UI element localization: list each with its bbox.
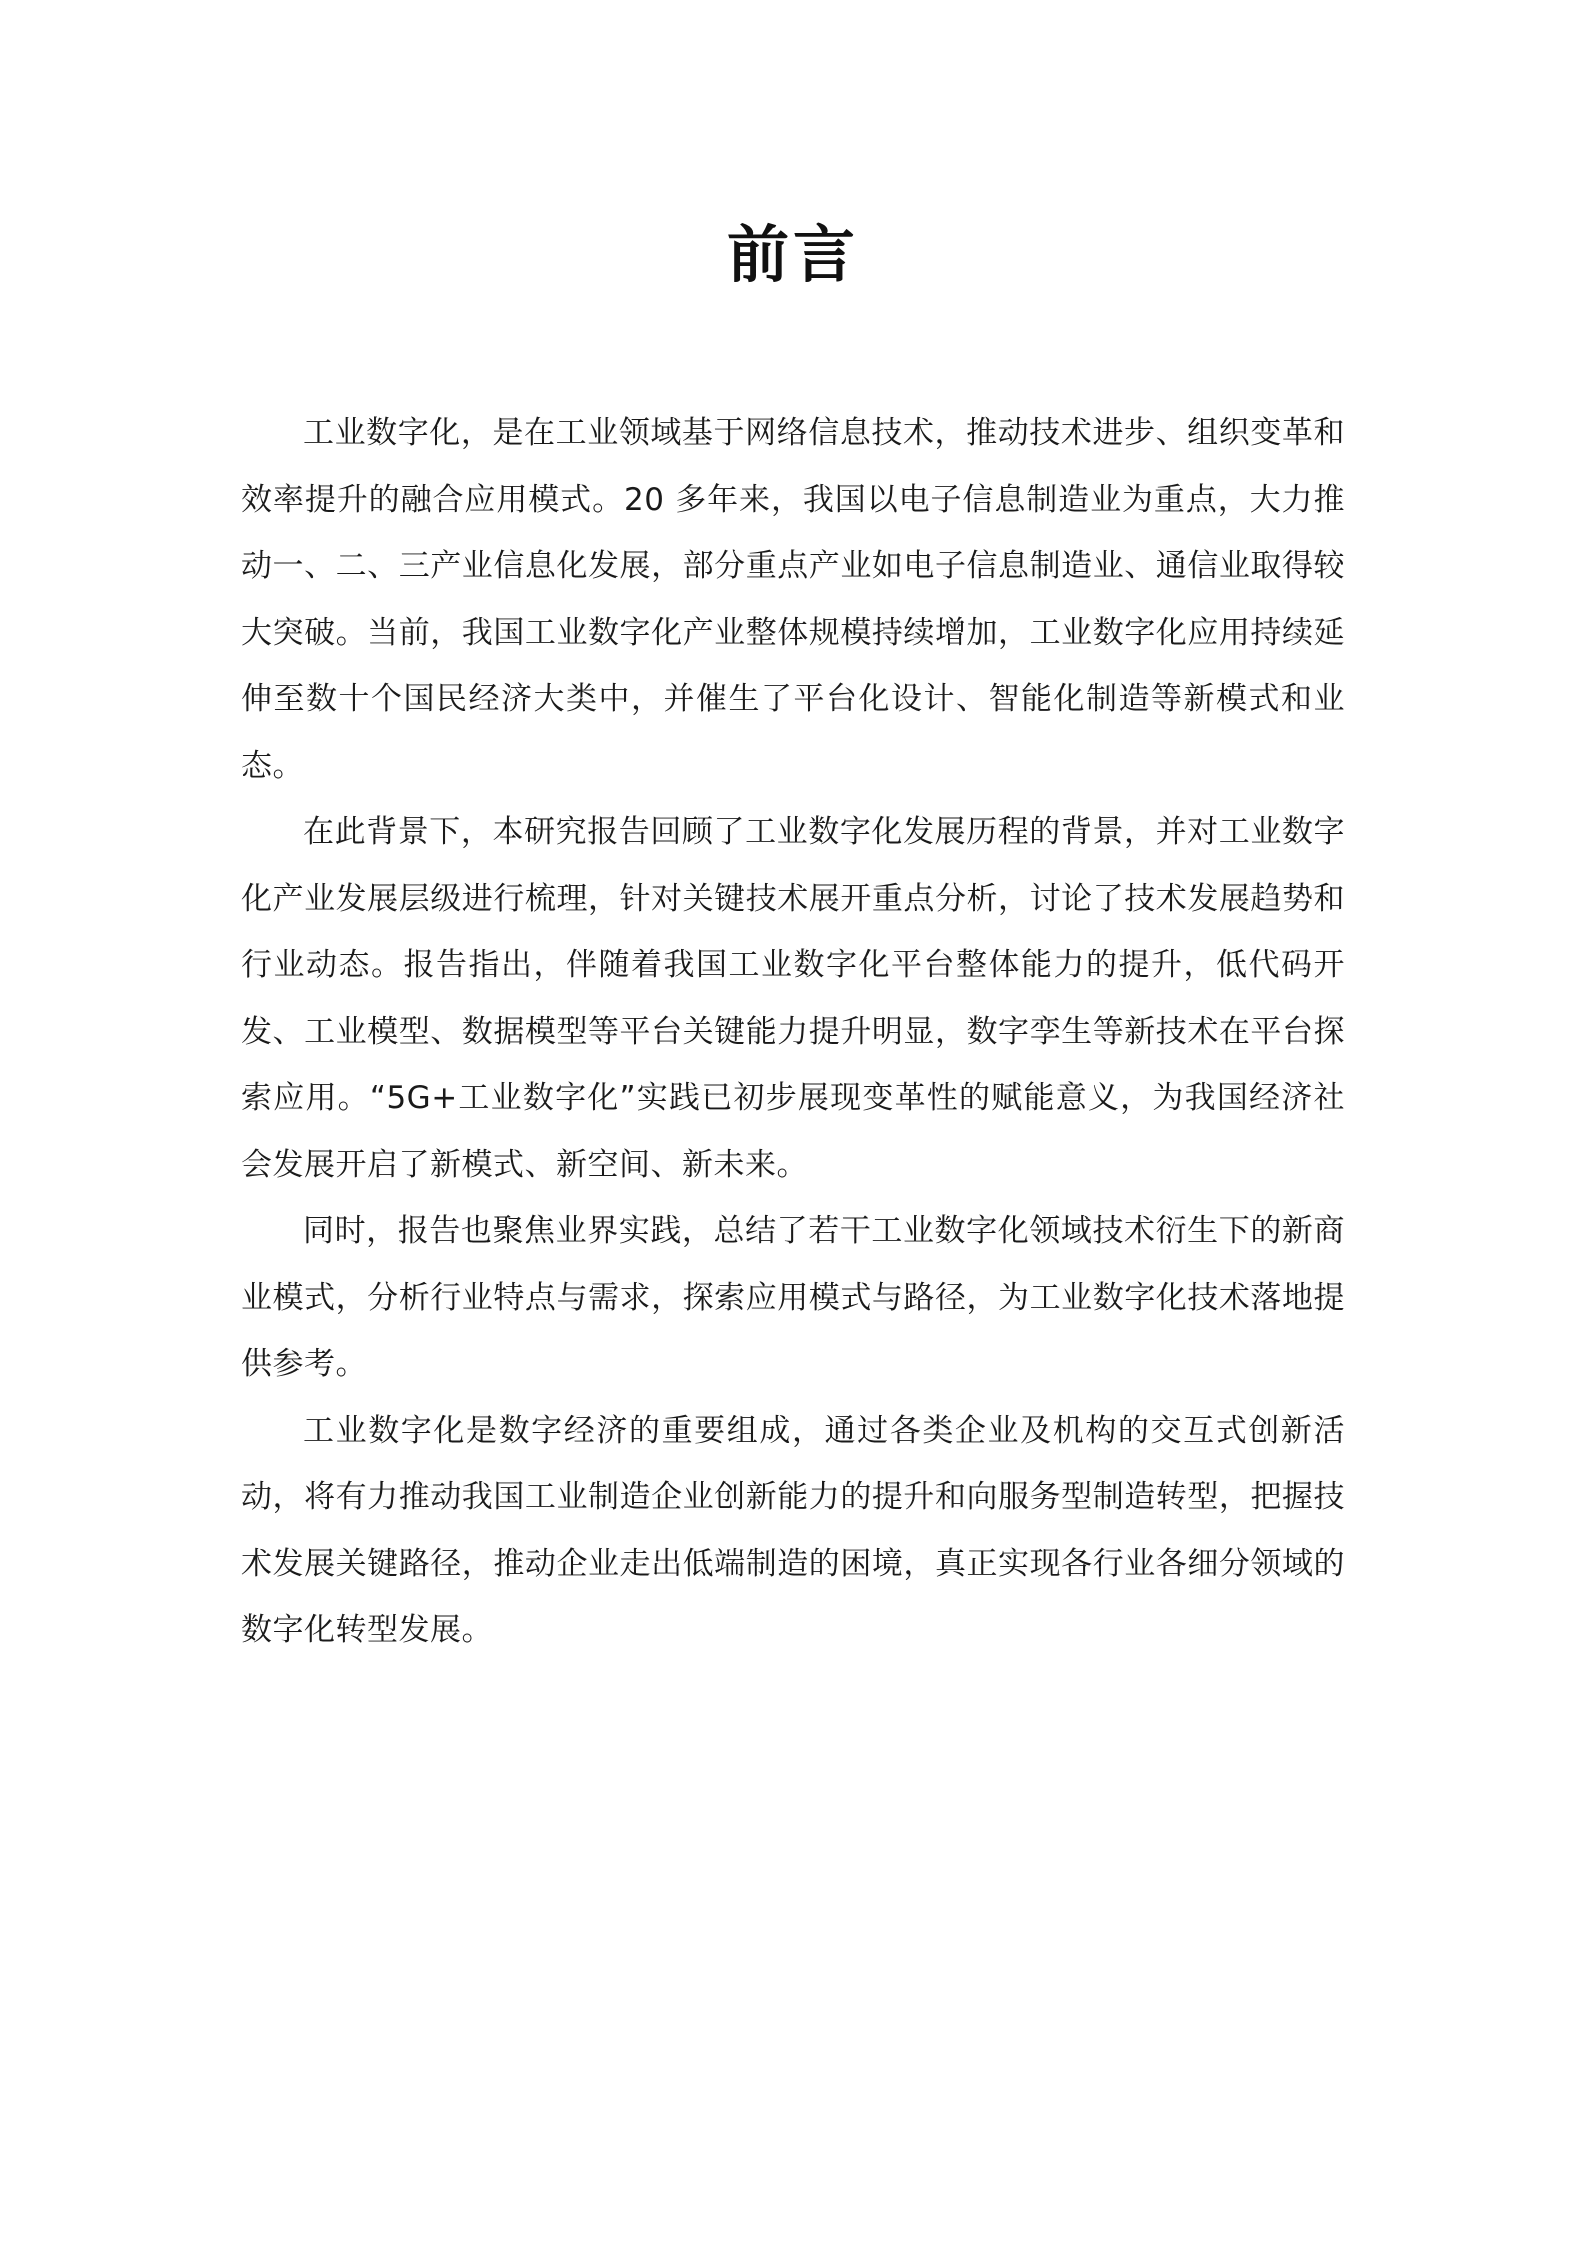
page-title: 前言 (726, 218, 859, 291)
preface-body (241, 400, 1345, 1664)
paragraph-2: 在此背景下，本研究报告回顾了工业数字化发展历程的背景，并对工业数字化产业发展层级进行梳理，针对关键技术展开重点分析，讨论了技术发展趋势和行业动态。报告指出，伴随着我国工业数字化平台整体能力的提升，低代码开发、工业模型、数据模型等平台关键能力提升明显，数字孪生等新技术在平台探索应用。“5G+工业数字化”实践已初步展现变革性的赋能意义，为我国经济社会发展开启了新模式、新空间、新未来。 (241, 814, 1345, 1183)
paragraph-1: 工业数字化，是在工业领域基于网络信息技术，推动技术进步、组织变革和效率提升的融合应用模式。20 多年来，我国以电子信息制造业为重点，大力推动一、二、三产业信息化发展，部分重点产业如电子信息制造业、通信业取得较大突破。当前，我国工业数字化产业整体规模持续增加，工业数字化应用持续延伸至数十个国民经济大类中，并催生了平台化设计、智能化制造等新模式和业态。 (241, 415, 1345, 784)
paragraph-4: 工业数字化是数字经济的重要组成，通过各类企业及机构的交互式创新活动，将有力推动我国工业制造企业创新能力的提升和向服务型制造转型，把握技术发展关键路径，推动企业走出低端制造的困境，真正实现各行业各细分领域的数字化转型发展。 (241, 1412, 1345, 1648)
paragraph-3: 同时，报告也聚焦业界实践，总结了若干工业数字化领域技术衍生下的新商业模式，分析行业特点与需求，探索应用模式与路径，为工业数字化技术落地提供参考。 (241, 1213, 1345, 1382)
